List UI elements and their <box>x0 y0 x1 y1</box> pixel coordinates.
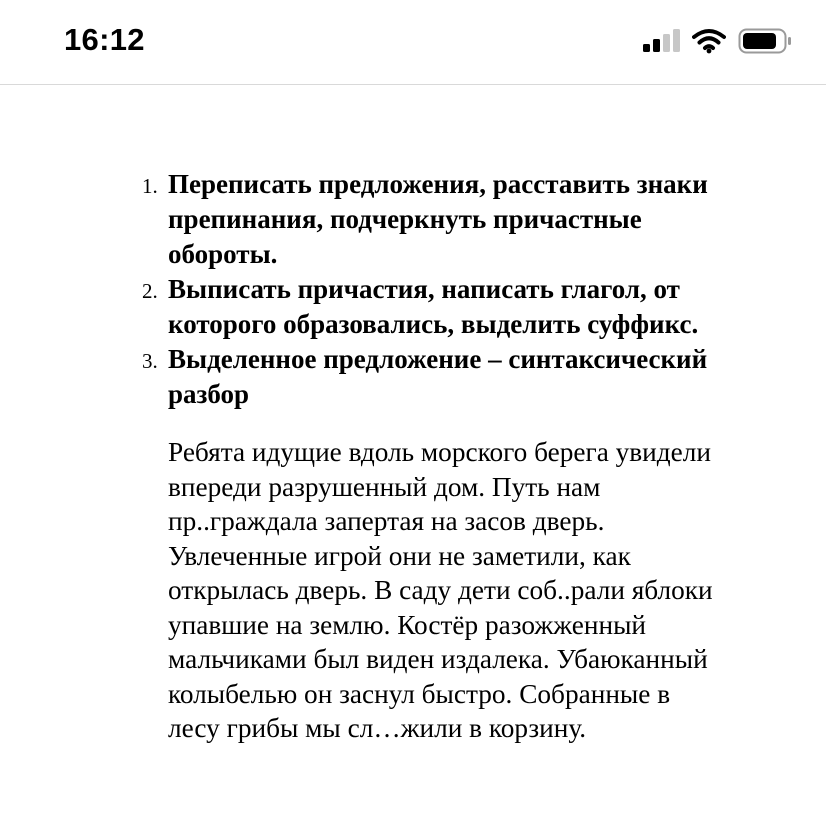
task-number: 1. <box>142 174 158 198</box>
exercise-line: упавшие на землю. Костёр разожженный <box>168 609 647 640</box>
exercise-line: Ребята идущие вдоль морского берега увидели <box>168 437 712 467</box>
exercise-line: впереди разрушенный дом. Путь нам <box>168 471 601 502</box>
exercise-line: открылась дверь. В саду дети соб..рали яблоки <box>168 575 713 605</box>
exercise-line: лесу грибы мы сл…жили в корзину. <box>168 713 587 743</box>
exercise-line: Увлеченные игрой они не заметили, как <box>168 540 631 571</box>
task-list <box>0 167 826 412</box>
task-line: препинания, подчеркнуть причастные <box>168 204 642 234</box>
exercise-line: пр..граждала запертая на засов дверь. <box>168 506 605 536</box>
task-item <box>0 342 826 412</box>
task-line: Выписать причастия, написать глагол, от <box>168 274 680 304</box>
document-page <box>0 85 826 828</box>
exercise-line: колыбелью он заснул быстро. Собранные в <box>168 678 671 709</box>
status-icons <box>642 26 792 56</box>
task-item <box>0 167 826 272</box>
task-line: разбор <box>168 379 250 409</box>
task-line: которого образовались, выделить суффикс. <box>168 309 699 339</box>
exercise-text <box>168 435 768 746</box>
battery-icon <box>738 28 792 54</box>
wifi-icon <box>692 28 726 54</box>
task-number: 3. <box>142 349 158 373</box>
exercise-line: мальчиками был виден издалека. Убаюканный <box>168 644 708 674</box>
task-item <box>0 272 826 342</box>
task-line: Выделенное предложение – синтаксический <box>168 344 708 374</box>
status-bar <box>0 0 826 85</box>
status-time: 16:12 <box>64 22 145 57</box>
task-line: Переписать предложения, расставить знаки <box>168 169 708 199</box>
task-line: обороты. <box>168 239 278 269</box>
signal-icon <box>642 29 680 53</box>
task-number: 2. <box>142 279 158 303</box>
